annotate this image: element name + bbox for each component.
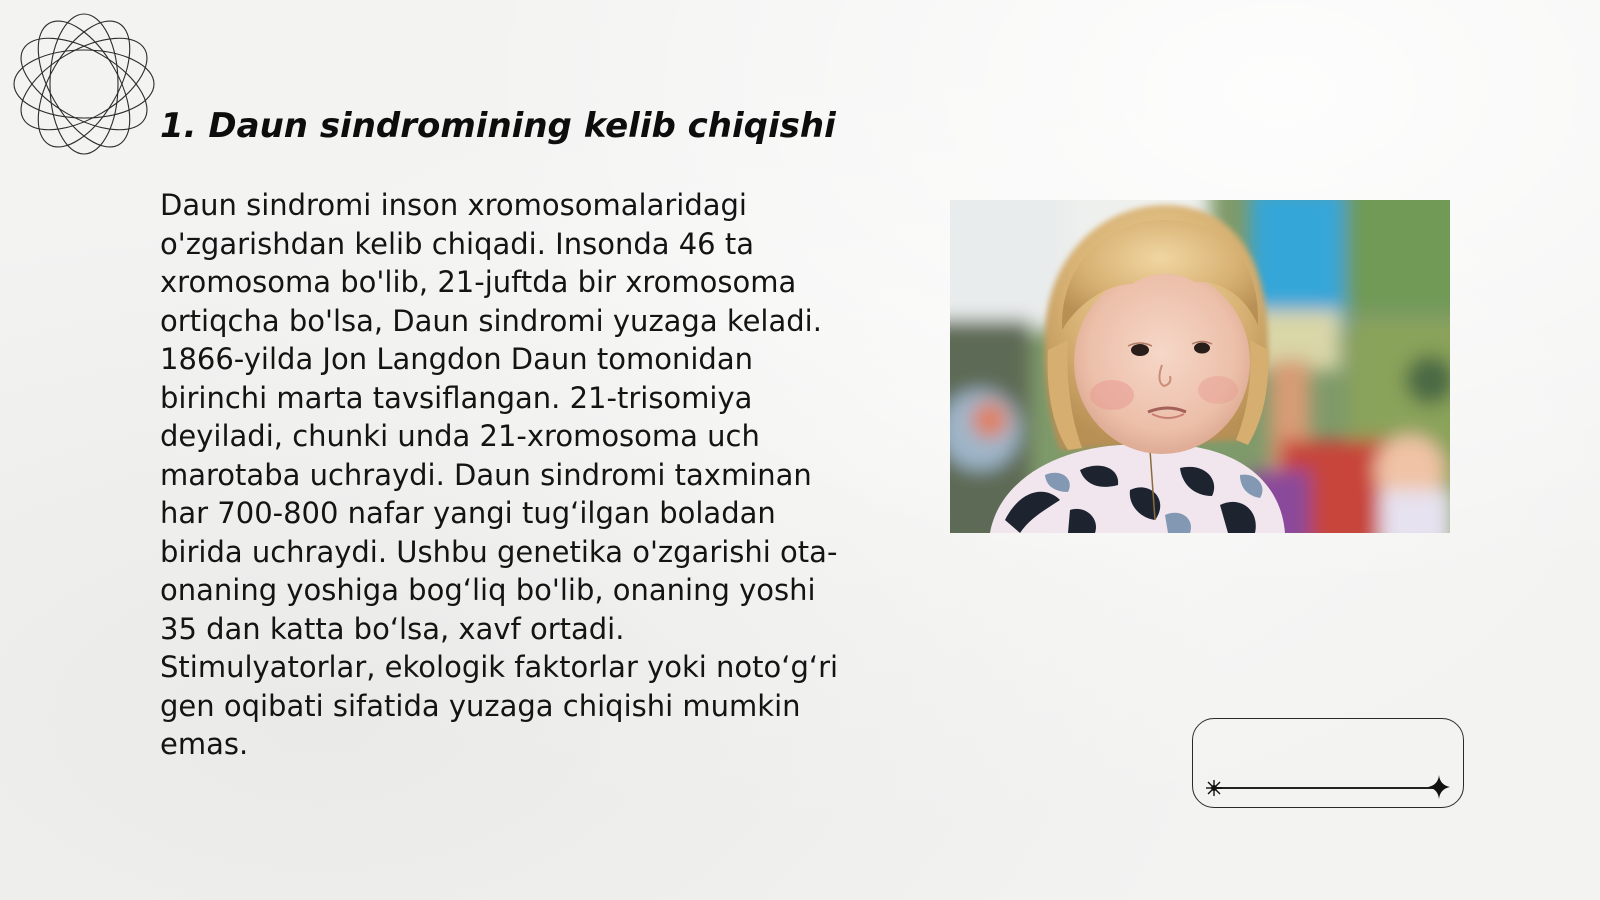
body-paragraph: Daun sindromi inson xromosomalaridagi o'zgarishdan kelib chiqadi. Insonda 46 ta xromosoma bo'lib, 21-juftda bir xromosoma ortiqcha bo'lsa, Daun sindromi yuzaga keladi. 1866-yilda Jon Langdon Daun tomonidan birinchi marta tavsiflangan. 21-trisomiya deyiladi, chunki unda 21-xromosoma uch marotaba uchraydi. Daun sindromi taxminan har 700-800 nafar yangi tug‘ilgan boladan birida uchraydi. Ushbu genetika o'zgarishi ota-onaning yoshiga bog‘liq bo'lib, onaning yoshi 35 dan katta bo‘lsa, xavf ortadi. Stimulyatorlar, ekologik faktorlar yoki noto‘g‘ri gen oqibati sifatida yuzaga chiqishi mumkin emas. — [160, 188, 839, 761]
slide-title: 1. Daun sindromining kelib chiqishi — [160, 106, 836, 146]
orbit-rings-icon — [10, 10, 158, 158]
four-point-star-icon — [1428, 775, 1450, 799]
sparkle-burst-icon — [1206, 780, 1222, 796]
decorative-card — [1192, 718, 1464, 808]
decorative-line — [1212, 787, 1442, 789]
child-photo — [950, 200, 1450, 533]
